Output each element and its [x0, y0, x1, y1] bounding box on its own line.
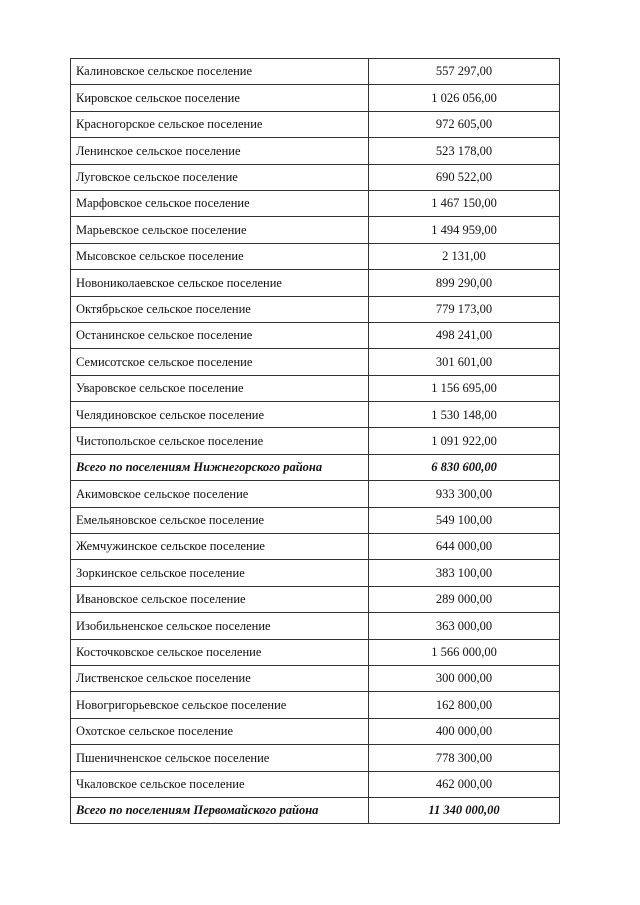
amount: 363 000,00 [369, 613, 560, 639]
table-row [71, 613, 560, 639]
settlement-name: Зоркинское сельское поселение [71, 560, 369, 586]
amount: 1 467 150,00 [369, 190, 560, 216]
amount: 972 605,00 [369, 111, 560, 137]
table-row [71, 111, 560, 137]
amount: 557 297,00 [369, 59, 560, 85]
settlement-name: Новониколаевское сельское поселение [71, 270, 369, 296]
settlements-table [70, 58, 560, 824]
amount: 1 156 695,00 [369, 375, 560, 401]
amount: 523 178,00 [369, 138, 560, 164]
settlement-name: Чкаловское сельское поселение [71, 771, 369, 797]
settlement-name: Калиновское сельское поселение [71, 59, 369, 85]
settlement-name: Акимовское сельское поселение [71, 481, 369, 507]
table-row [71, 243, 560, 269]
table-row [71, 718, 560, 744]
table-row [71, 402, 560, 428]
table-total-row [71, 797, 560, 823]
amount: 779 173,00 [369, 296, 560, 322]
amount: 549 100,00 [369, 507, 560, 533]
settlement-name: Останинское сельское поселение [71, 322, 369, 348]
settlement-name: Пшеничненское сельское поселение [71, 745, 369, 771]
settlement-name: Ивановское сельское поселение [71, 586, 369, 612]
amount: 933 300,00 [369, 481, 560, 507]
settlement-name: Лиственское сельское поселение [71, 665, 369, 691]
table-row [71, 59, 560, 85]
table-row [71, 190, 560, 216]
table-row [71, 665, 560, 691]
table-row [71, 639, 560, 665]
table-row [71, 428, 560, 454]
settlement-name: Семисотское сельское поселение [71, 349, 369, 375]
settlement-name: Ленинское сельское поселение [71, 138, 369, 164]
amount: 462 000,00 [369, 771, 560, 797]
amount: 301 601,00 [369, 349, 560, 375]
table-row [71, 85, 560, 111]
amount: 1 494 959,00 [369, 217, 560, 243]
table-row [71, 586, 560, 612]
amount: 1 026 056,00 [369, 85, 560, 111]
table-row [71, 481, 560, 507]
settlement-name: Косточковское сельское поселение [71, 639, 369, 665]
total-label: Всего по поселениям Первомайского района [71, 797, 369, 823]
table-row [71, 692, 560, 718]
table-row [71, 138, 560, 164]
table-row [71, 217, 560, 243]
total-amount: 11 340 000,00 [369, 797, 560, 823]
table-row [71, 164, 560, 190]
amount: 690 522,00 [369, 164, 560, 190]
amount: 383 100,00 [369, 560, 560, 586]
settlement-name: Чистопольское сельское поселение [71, 428, 369, 454]
settlement-name: Уваровское сельское поселение [71, 375, 369, 401]
settlement-name: Октябрьское сельское поселение [71, 296, 369, 322]
amount: 644 000,00 [369, 534, 560, 560]
settlement-name: Жемчужинское сельское поселение [71, 534, 369, 560]
table-row [71, 745, 560, 771]
settlement-name: Изобильненское сельское поселение [71, 613, 369, 639]
amount: 778 300,00 [369, 745, 560, 771]
table-row [71, 349, 560, 375]
settlement-name: Охотское сельское поселение [71, 718, 369, 744]
settlement-name: Емельяновское сельское поселение [71, 507, 369, 533]
amount: 1 091 922,00 [369, 428, 560, 454]
amount: 400 000,00 [369, 718, 560, 744]
table-total-row [71, 454, 560, 480]
settlement-name: Новогригорьевское сельское поселение [71, 692, 369, 718]
table-row [71, 560, 560, 586]
table-row [71, 296, 560, 322]
amount: 1 530 148,00 [369, 402, 560, 428]
table-row [71, 270, 560, 296]
table-row [71, 507, 560, 533]
settlement-name: Челядиновское сельское поселение [71, 402, 369, 428]
settlement-name: Красногорское сельское поселение [71, 111, 369, 137]
table-row [71, 375, 560, 401]
settlement-name: Луговское сельское поселение [71, 164, 369, 190]
table-row [71, 322, 560, 348]
table-row [71, 534, 560, 560]
amount: 498 241,00 [369, 322, 560, 348]
amount: 899 290,00 [369, 270, 560, 296]
settlement-name: Марьевское сельское поселение [71, 217, 369, 243]
total-label: Всего по поселениям Нижнегорского района [71, 454, 369, 480]
amount: 162 800,00 [369, 692, 560, 718]
settlement-name: Кировское сельское поселение [71, 85, 369, 111]
settlement-name: Мысовское сельское поселение [71, 243, 369, 269]
amount: 2 131,00 [369, 243, 560, 269]
table-row [71, 771, 560, 797]
table-body [71, 59, 560, 824]
amount: 289 000,00 [369, 586, 560, 612]
amount: 300 000,00 [369, 665, 560, 691]
amount: 1 566 000,00 [369, 639, 560, 665]
total-amount: 6 830 600,00 [369, 454, 560, 480]
settlement-name: Марфовское сельское поселение [71, 190, 369, 216]
